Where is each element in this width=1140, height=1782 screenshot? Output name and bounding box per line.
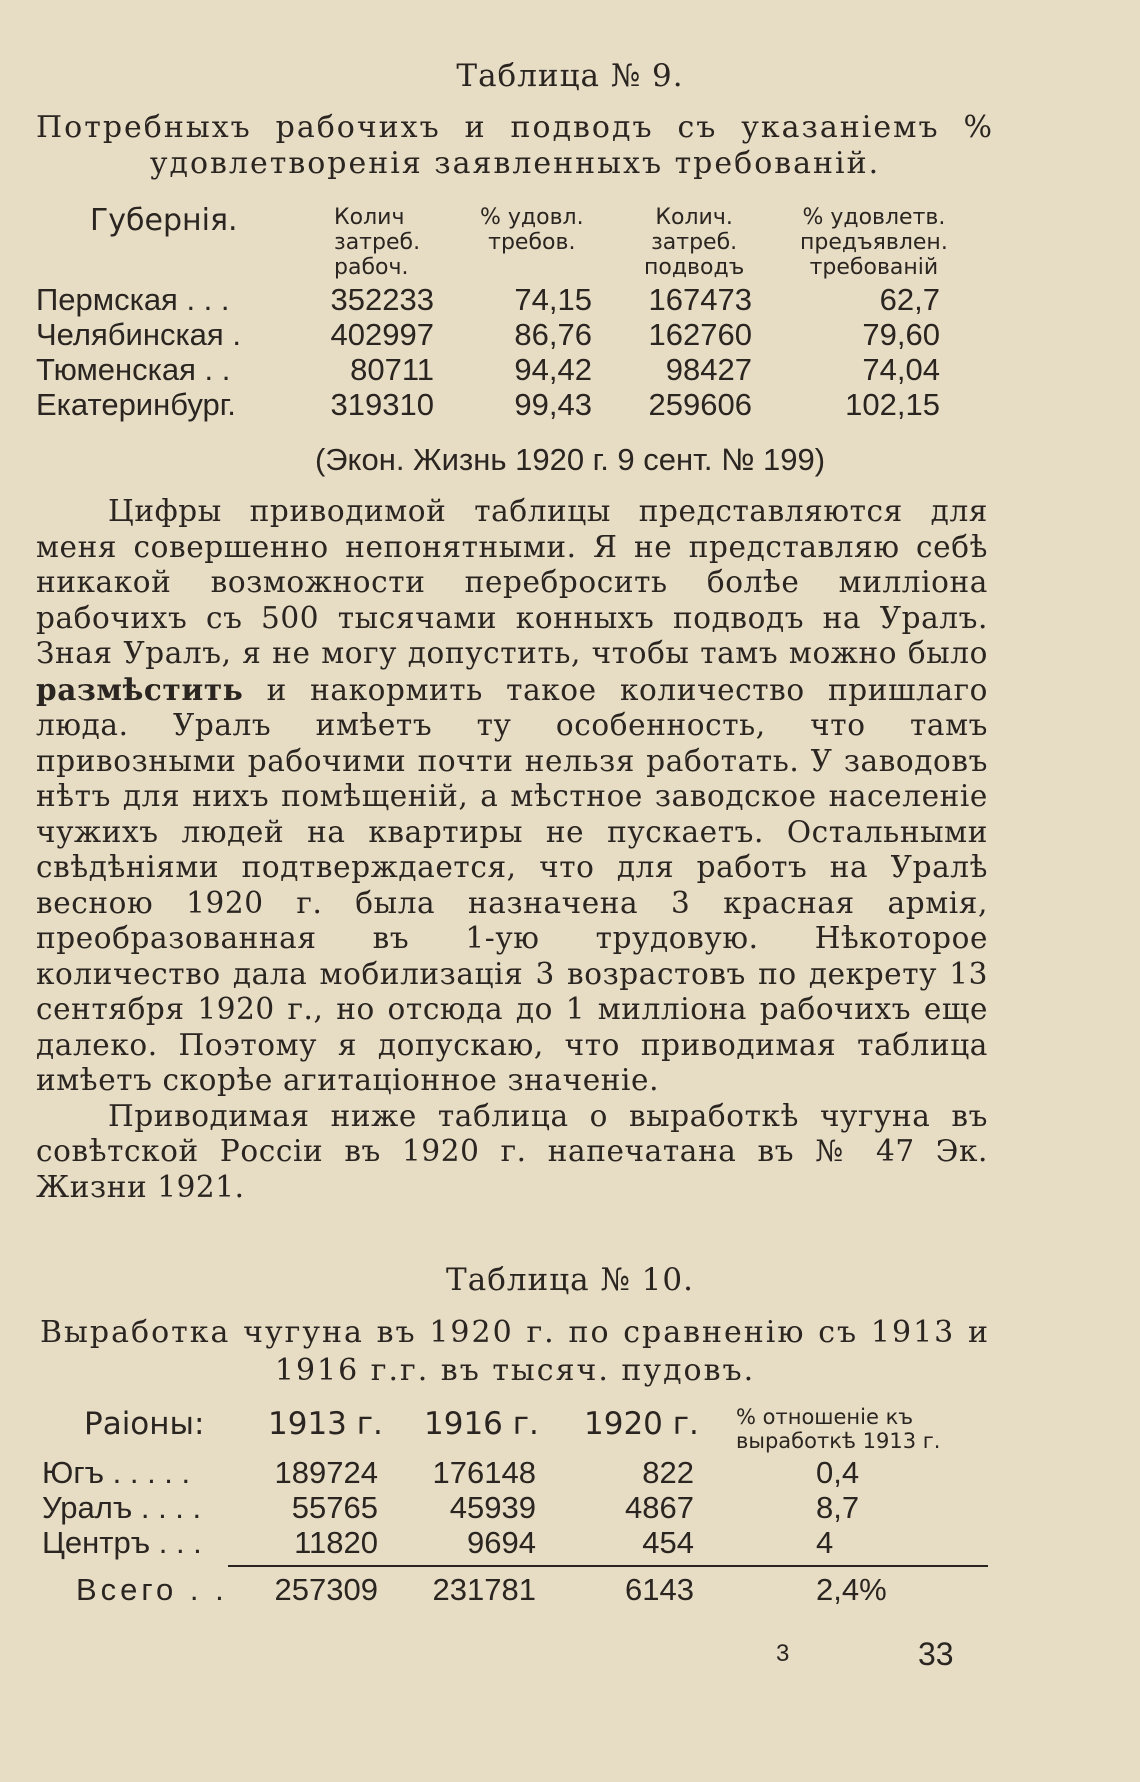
table9-header-workers: [334, 205, 420, 280]
header-line: % удовл.: [480, 205, 584, 230]
workers-count: 319310: [330, 387, 434, 422]
header-line: % отношеніе къ: [736, 1405, 914, 1429]
value-1920: 822: [642, 1455, 694, 1490]
workers-count: 80711: [350, 352, 434, 387]
table10-header-1920: 1920 г.: [584, 1406, 699, 1442]
workers-pct: 94,42: [514, 352, 592, 387]
header-line: затреб.: [334, 230, 421, 255]
table9-row: [0, 352, 1140, 388]
carts-pct: 74,04: [862, 352, 940, 387]
body-text: [36, 494, 988, 1205]
table9-header-pct-carts: [800, 205, 948, 280]
total-1913: 257309: [274, 1572, 378, 1607]
table10-row: [0, 1455, 1140, 1491]
value-1913: 189724: [274, 1455, 378, 1490]
table9-header-pct-workers: [480, 205, 584, 255]
value-1916: 9694: [467, 1525, 536, 1560]
header-line: рабоч.: [334, 255, 409, 280]
value-1920: 454: [642, 1525, 694, 1560]
table10-total-row: [0, 1572, 1140, 1608]
header-line: % удовлетв.: [802, 205, 946, 230]
header-line: Колич.: [655, 205, 733, 230]
table10-header-1913: 1913 г.: [268, 1406, 383, 1442]
header-line: Колич: [334, 205, 405, 230]
region-name: Центръ . . .: [42, 1525, 202, 1560]
total-1920: 6143: [625, 1572, 694, 1607]
table10-subtitle-line2: 1916 г.г. въ тысяч. пудовъ.: [274, 1353, 756, 1388]
region-name: Уралъ . . . .: [42, 1490, 202, 1525]
carts-count: 167473: [648, 282, 752, 317]
value-pct: 4: [816, 1525, 834, 1560]
table9-row: [0, 317, 1140, 353]
province-name: Тюменская . .: [36, 352, 231, 387]
carts-pct: 102,15: [845, 387, 940, 422]
province-name: Пермская . . .: [36, 282, 230, 317]
emphasis-text: размѣстить: [36, 671, 244, 707]
workers-pct: 99,43: [514, 387, 592, 422]
province-name: Екатеринбург.: [36, 387, 236, 422]
table9-subtitle-line2: удовлетворенія заявленныхъ требованій.: [149, 146, 881, 181]
region-name: Югъ . . . . .: [42, 1455, 191, 1490]
total-pct: 2,4%: [816, 1572, 887, 1607]
carts-pct: 79,60: [862, 317, 940, 352]
value-1916: 45939: [449, 1490, 536, 1525]
workers-count: 352233: [330, 282, 434, 317]
value-1920: 4867: [625, 1490, 694, 1525]
header-line: подводъ: [644, 255, 745, 280]
header-line: требов.: [488, 230, 576, 255]
header-line: затреб.: [651, 230, 738, 255]
paragraph-2: Приводимая ниже таблица о выработкѣ чугуна въ совѣтской Россіи въ 1920 г. напечатана въ № 47 Эк. Жизни 1921.: [36, 1098, 988, 1204]
workers-pct: 74,15: [514, 282, 592, 317]
value-1913: 11820: [294, 1525, 378, 1560]
header-line: требованій: [809, 255, 939, 280]
table10-header-pct: [736, 1405, 940, 1453]
workers-count: 402997: [330, 317, 434, 352]
value-1913: 55765: [291, 1490, 378, 1525]
paragraph-1: [36, 494, 988, 1099]
workers-pct: 86,76: [514, 317, 592, 352]
paragraph-text: Цифры приводимой таблицы представляются для меня совершенно непонятными. Я не представляю себѣ никакой возможности перебросить болѣе милліона рабочихъ съ 500 тысячами конныхъ подводъ на Уралъ. Зная Уралъ, я не могу допустить, чтобы тамъ можно было: [36, 494, 988, 670]
printer-signature: 3: [776, 1640, 790, 1667]
value-pct: 8,7: [816, 1490, 860, 1525]
province-name: Челябинская .: [36, 317, 241, 352]
table10-title: Таблица № 10.: [446, 1262, 694, 1298]
table10-subtitle: [40, 1314, 990, 1390]
carts-count: 162760: [648, 317, 752, 352]
table10-total-rule: [228, 1565, 988, 1567]
table9-subtitle-line1: Потребныхъ рабочихъ и подводъ съ указаніемъ %: [36, 110, 994, 145]
table10-row: [0, 1490, 1140, 1526]
table9-subtitle: [36, 110, 994, 182]
carts-count: 98427: [665, 352, 752, 387]
table9-source: (Экон. Жизнь 1920 г. 9 сент. № 199): [314, 442, 826, 477]
table9-header-province: Губернія.: [90, 203, 238, 238]
header-line: выработкѣ 1913 г.: [736, 1429, 941, 1453]
value-pct: 0,4: [816, 1455, 860, 1490]
table9-row: [0, 387, 1140, 423]
carts-pct: 62,7: [879, 282, 940, 317]
value-1916: 176148: [432, 1455, 536, 1490]
table9-header-carts: [644, 205, 744, 280]
total-label: Всего . .: [76, 1572, 228, 1607]
table9-row: [0, 282, 1140, 318]
table9-title: Таблица № 9.: [456, 58, 684, 94]
table10-header-1916: 1916 г.: [424, 1406, 539, 1442]
table10-subtitle-line1: Выработка чугуна въ 1920 г. по сравненію съ 1913 и: [40, 1315, 990, 1350]
table10-row: [0, 1525, 1140, 1561]
total-1916: 231781: [432, 1572, 536, 1607]
table10-header-region: Раіоны:: [84, 1406, 205, 1442]
page-number: 33: [918, 1636, 954, 1672]
carts-count: 259606: [648, 387, 752, 422]
header-line: предъявлен.: [800, 230, 948, 255]
paragraph-text: и накормить такое количество пришлаго люда. Уралъ имѣетъ ту особенность, что тамъ привозными рабочими почти нельзя работать. У заводовъ нѣтъ для нихъ помѣщеній, а мѣстное заводское населеніе чужихъ людей на квартиры не пускаетъ. Остальными свѣдѣніями подтверждается, что для работъ на Уралѣ весною 1920 г. была назначена 3 красная армія, преобразованная въ 1-ую трудовую. Нѣкоторое количество дала мобилизація 3 возрастовъ по декрету 13 сентября 1920 г., но отсюда до 1 милліона рабочихъ еще далеко. Поэтому я допускаю, что приводимая таблица имѣетъ скорѣе агитаціонное значеніе.: [36, 672, 988, 1097]
